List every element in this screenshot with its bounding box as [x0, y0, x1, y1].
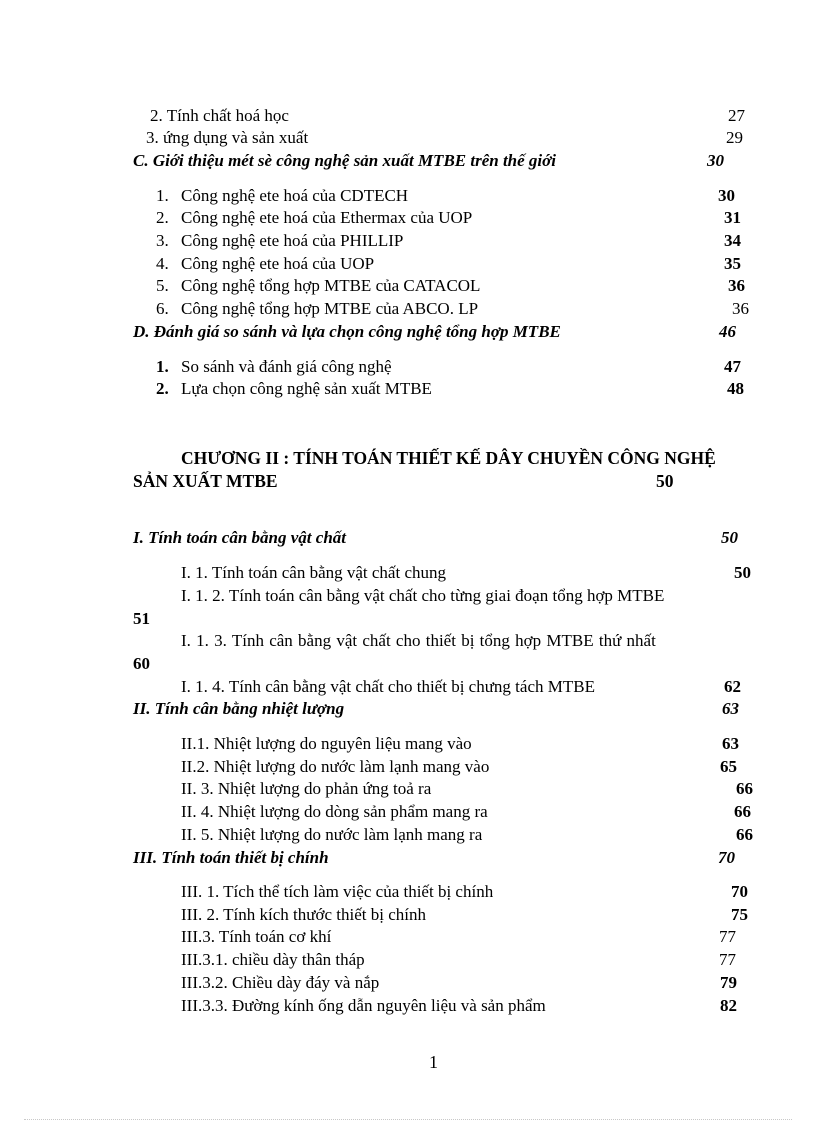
- toc-entry-page: 66: [736, 825, 753, 844]
- toc-entry-text: III.3.2. Chiều dày đáy và nắp: [181, 973, 380, 992]
- toc-entry-page: 62: [724, 677, 741, 696]
- toc-item-number: 1.: [156, 186, 169, 205]
- toc-entry-text: III. 2. Tính kích thước thiết bị chính: [181, 905, 426, 924]
- toc-entry-text: I. 1. 3. Tính cân bằng vật chất cho thiết bị tổng hợp MTBE thứ nhất: [181, 631, 656, 650]
- toc-item-number: 6.: [156, 299, 169, 318]
- toc-entry-text: Công nghệ ete hoá của CDTECH: [181, 186, 409, 205]
- toc-entry-text: I. 1. 2. Tính toán cân bằng vật chất cho từng giai đoạn tổng hợp MTBE: [181, 586, 665, 605]
- toc-entry-text: II. 4. Nhiệt lượng do dòng sản phẩm mang ra: [181, 802, 488, 821]
- toc-entry-page: 31: [724, 208, 741, 227]
- toc-entry-text: II.2. Nhiệt lượng do nước làm lạnh mang vào: [181, 757, 490, 776]
- toc-entry-page: 36: [732, 299, 749, 318]
- toc-entry-page: 82: [720, 996, 737, 1015]
- toc-item-number: 3.: [156, 231, 169, 250]
- toc-entry-text: Công nghệ ete hoá của UOP: [181, 254, 375, 273]
- toc-entry-text: II. 5. Nhiệt lượng do nước làm lạnh mang ra: [181, 825, 483, 844]
- toc-entry-page: 77: [719, 927, 736, 946]
- toc-entry-text: 3. ứng dụng và sản xuất: [146, 128, 309, 147]
- toc-entry-page: 70: [718, 848, 735, 867]
- page-bottom-divider: [24, 1119, 792, 1120]
- toc-entry-text: II.1. Nhiệt lượng do nguyên liệu mang vào: [181, 734, 472, 753]
- chapter-title: CHƯƠNG II : TÍNH TOÁN THIẾT KẾ DÂY CHUYỀN CÔNG NGHỆ: [181, 448, 716, 468]
- toc-entry-page: 30: [718, 186, 735, 205]
- toc-entry-page: 51: [133, 609, 150, 628]
- toc-entry-page: 46: [719, 322, 736, 341]
- toc-entry-text: III.3.1. chiều dày thân tháp: [181, 950, 365, 969]
- toc-entry-page: 48: [727, 379, 744, 398]
- toc-entry-text: Công nghệ tổng hợp MTBE của ABCO. LP: [181, 299, 479, 318]
- toc-entry-text: Công nghệ ete hoá của Ethermax của UOP: [181, 208, 473, 227]
- toc-entry-page: 50: [721, 528, 738, 547]
- toc-entry-text: II. 3. Nhiệt lượng do phản ứng toả ra: [181, 779, 432, 798]
- toc-section-heading: III. Tính toán thiết bị chính: [133, 848, 329, 867]
- toc-entry-text: III. 1. Tích thể tích làm việc của thiết bị chính: [181, 882, 494, 901]
- toc-item-number: 1.: [156, 357, 169, 376]
- toc-entry-text: I. 1. Tính toán cân bằng vật chất chung: [181, 563, 446, 582]
- toc-entry-text: 2. Tính chất hoá học: [150, 106, 289, 125]
- toc-entry-text: Lựa chọn công nghệ sản xuất MTBE: [181, 379, 432, 398]
- toc-entry-page: 47: [724, 357, 741, 376]
- toc-entry-page: 65: [720, 757, 737, 776]
- toc-entry-page: 29: [726, 128, 743, 147]
- toc-item-number: 2.: [156, 208, 169, 227]
- toc-entry-page: 36: [728, 276, 745, 295]
- toc-section-heading: II. Tính cân bằng nhiệt lượng: [133, 699, 345, 718]
- toc-entry-page: 63: [722, 734, 739, 753]
- toc-entry-text: Công nghệ tổng hợp MTBE của CATACOL: [181, 276, 481, 295]
- toc-entry-text: So sánh và đánh giá công nghệ: [181, 357, 392, 376]
- page-number: 1: [429, 1052, 438, 1072]
- toc-entry-page: 34: [724, 231, 741, 250]
- toc-entry-page: 63: [722, 699, 739, 718]
- toc-item-number: 5.: [156, 276, 169, 295]
- toc-entry-text: Công nghệ ete hoá của PHILLIP: [181, 231, 404, 250]
- toc-item-number: 2.: [156, 379, 169, 398]
- toc-section-heading: D. Đánh giá so sánh và lựa chọn công nghệ tổng hợp MTBE: [133, 322, 561, 341]
- toc-section-heading: C. Giới thiệu mét sè công nghệ sản xuất MTBE trên thế giới: [133, 151, 556, 170]
- toc-entry-page: 75: [731, 905, 748, 924]
- toc-entry-page: 50: [734, 563, 751, 582]
- chapter-title-continued: SẢN XUẤT MTBE: [133, 471, 278, 491]
- toc-entry-page: 35: [724, 254, 741, 273]
- toc-entry-text: I. 1. 4. Tính cân bằng vật chất cho thiết bị chưng tách MTBE: [181, 677, 595, 696]
- toc-entry-page: 79: [720, 973, 737, 992]
- toc-item-number: 4.: [156, 254, 169, 273]
- toc-entry-page: 77: [719, 950, 736, 969]
- toc-entry-page: 66: [734, 802, 751, 821]
- toc-entry-text: III.3. Tính toán cơ khí: [181, 927, 332, 946]
- toc-entry-page: 50: [656, 471, 674, 491]
- toc-entry-page: 70: [731, 882, 748, 901]
- toc-entry-page: 66: [736, 779, 753, 798]
- toc-entry-page: 27: [728, 106, 745, 125]
- toc-section-heading: I. Tính toán cân bằng vật chất: [133, 528, 347, 547]
- toc-entry-text: III.3.3. Đường kính ống dẫn nguyên liệu và sản phẩm: [181, 996, 546, 1015]
- toc-entry-page: 30: [707, 151, 724, 170]
- toc-entry-page: 60: [133, 654, 150, 673]
